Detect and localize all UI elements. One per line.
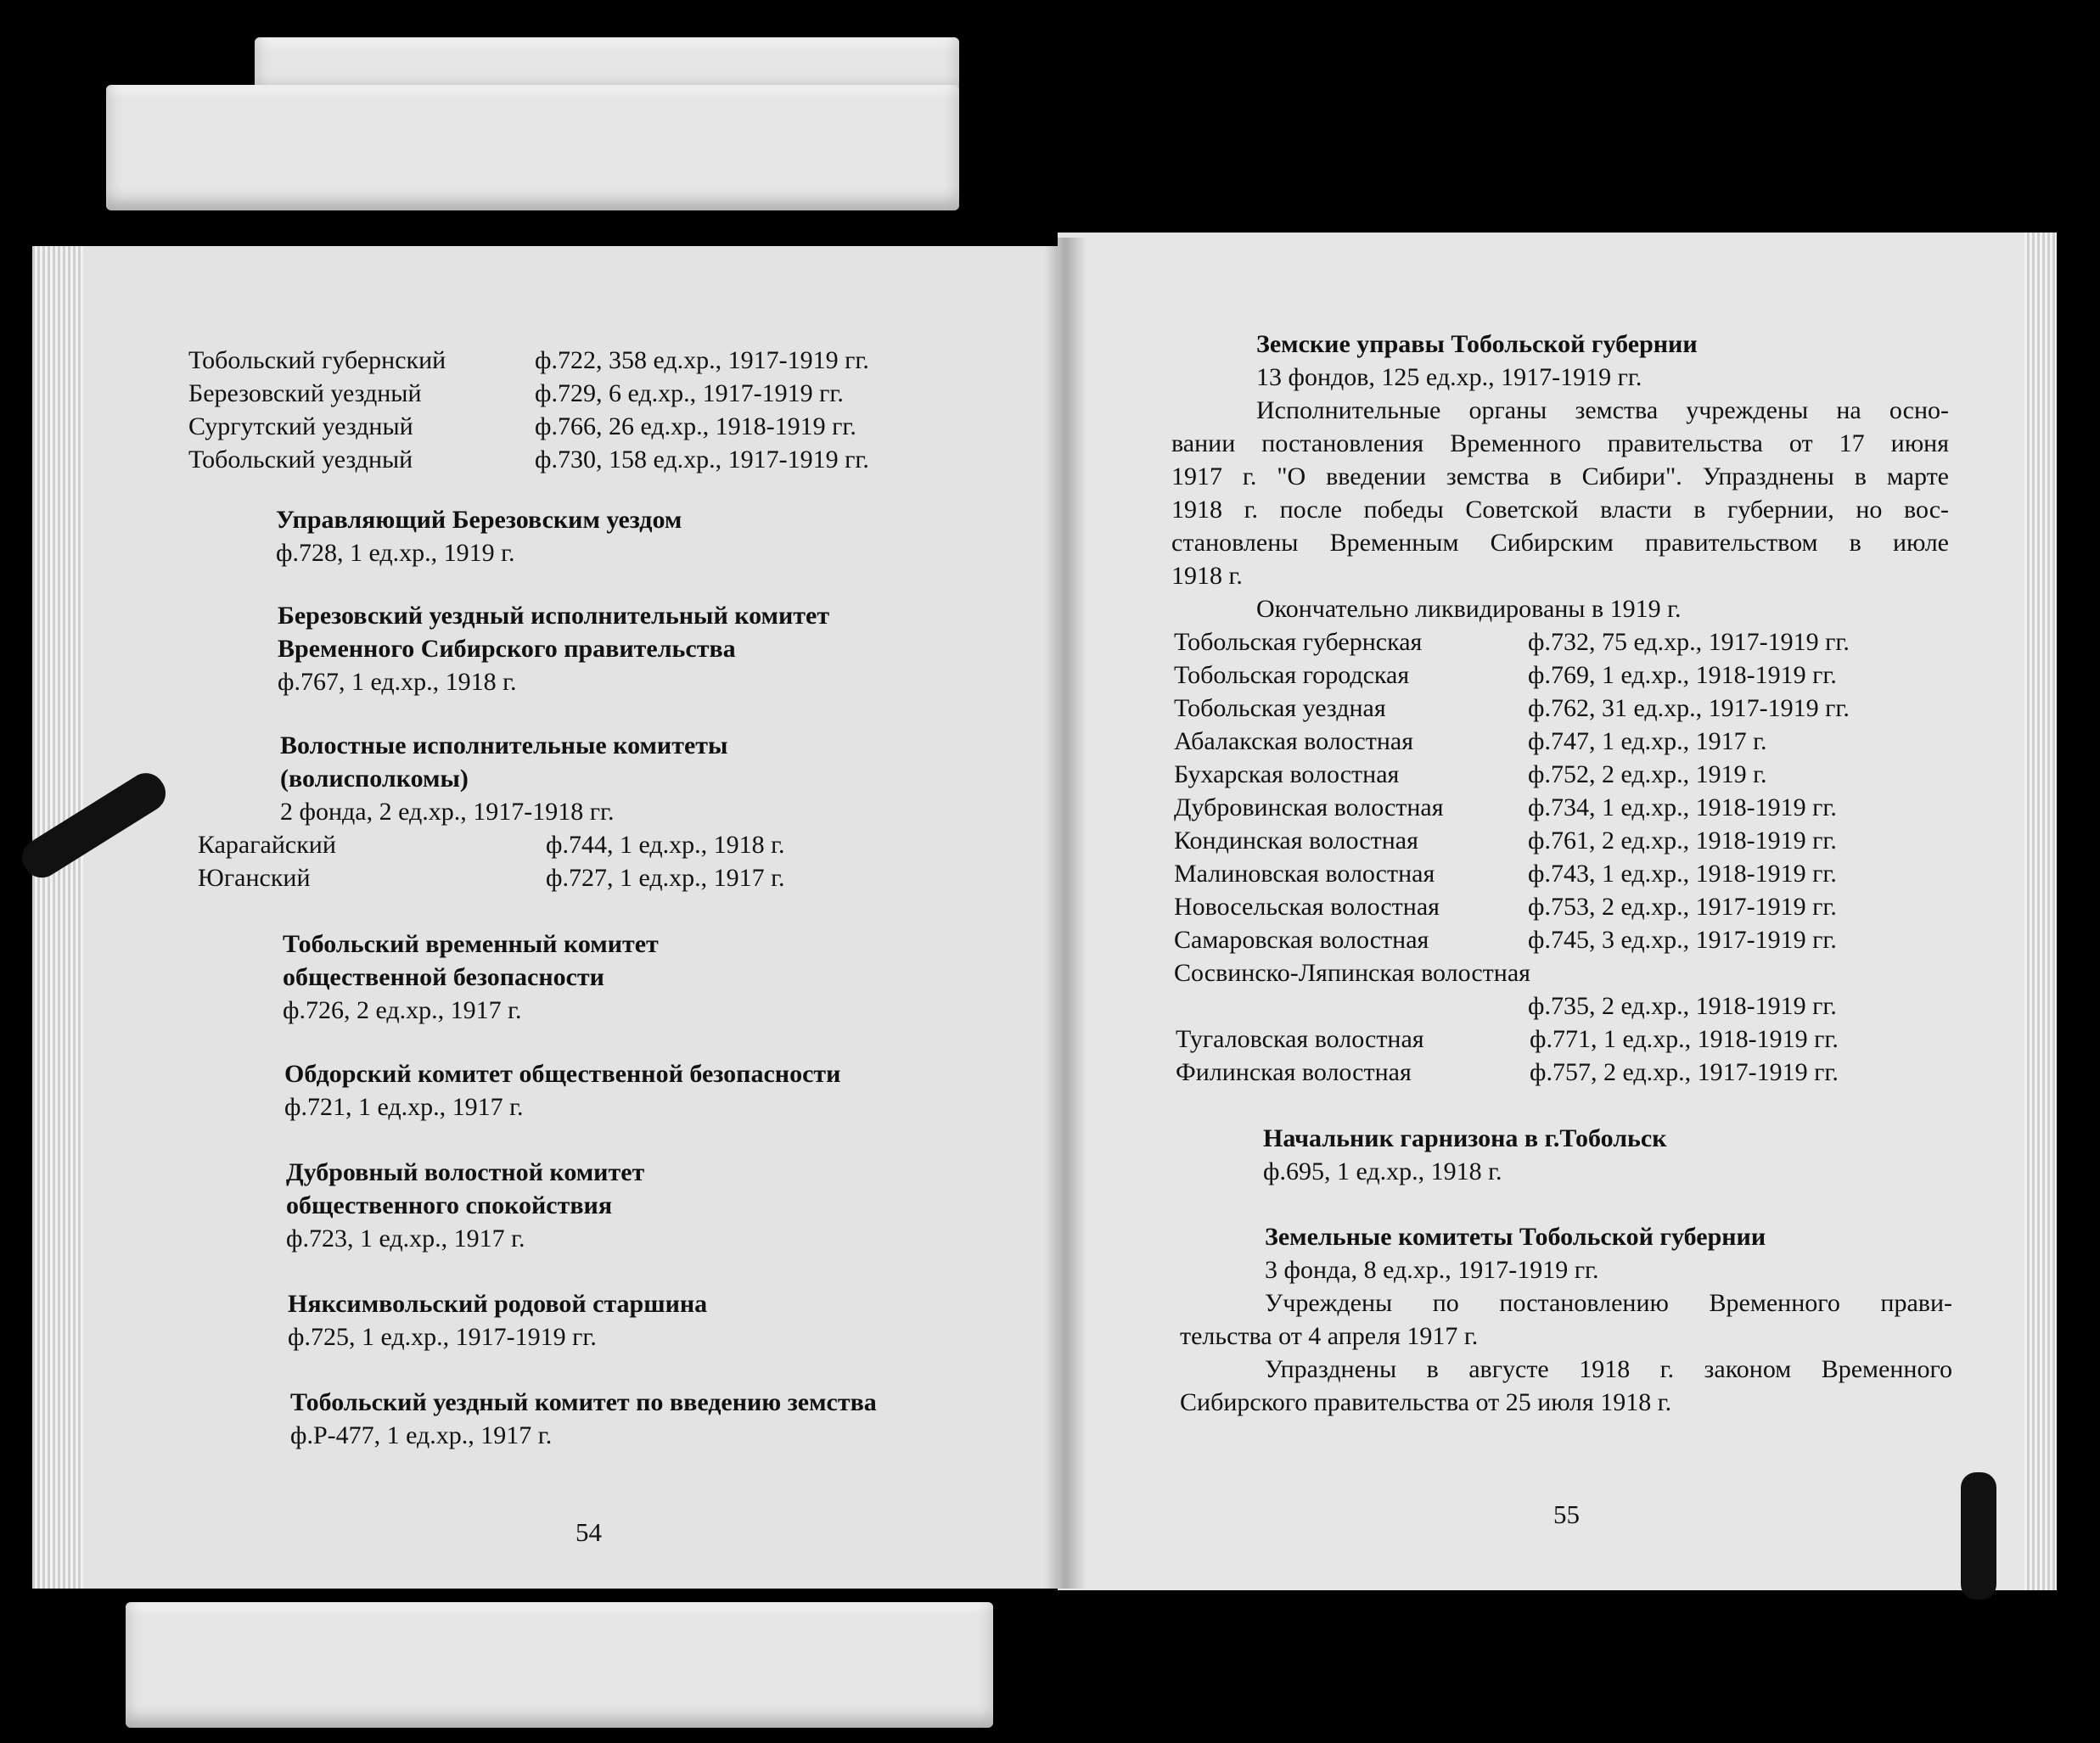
section-ref: 3 фонда, 8 ед.хр., 1917-1919 гг.: [1265, 1256, 1599, 1284]
uprava-name: Тобольская уездная: [1174, 694, 1386, 722]
archive-name: Березовский уездный: [188, 379, 422, 407]
committee-name: Карагайский: [198, 831, 336, 859]
section-title: Земские управы Тобольской губернии: [1256, 330, 1698, 358]
foam-support-bottom: [126, 1602, 993, 1728]
right-page-edges: [2024, 233, 2057, 1590]
archive-ref: ф.722, 358 ед.хр., 1917-1919 гг.: [535, 346, 869, 374]
uprava-name: Новосельская волостная: [1174, 893, 1440, 921]
uprava-ref: ф.761, 2 ед.хр., 1918-1919 гг.: [1528, 827, 1837, 855]
uprava-ref: ф.769, 1 ед.хр., 1918-1919 гг.: [1528, 661, 1837, 689]
section-title: Начальник гарнизона в г.Тобольск: [1263, 1124, 1667, 1152]
left-page-edges: [32, 246, 83, 1589]
archive-ref: ф.766, 26 ед.хр., 1918-1919 гг.: [535, 412, 856, 440]
uprava-ref: ф.735, 2 ед.хр., 1918-1919 гг.: [1528, 992, 1837, 1020]
uprava-name: Тобольская городская: [1174, 661, 1410, 689]
paragraph-line: Учреждены по постановлению Временного прави-: [1265, 1289, 1952, 1317]
uprava-name: Самаровская волостная: [1174, 926, 1429, 954]
section-ref: ф.725, 1 ед.хр., 1917-1919 гг.: [288, 1323, 597, 1351]
section-title: Тобольский временный комитет: [283, 930, 659, 958]
uprava-name: Дубровинская волостная: [1174, 793, 1444, 821]
section-title: Тобольский уездный комитет по введению земства: [290, 1388, 877, 1416]
committee-name: Юганский: [198, 864, 311, 892]
page-number-right: 55: [1553, 1499, 1580, 1529]
archive-ref: ф.729, 6 ед.хр., 1917-1919 гг.: [535, 379, 844, 407]
committee-ref: ф.727, 1 ед.хр., 1917 г.: [546, 864, 785, 892]
book-gutter: [1044, 238, 1086, 1589]
section-ref: 2 фонда, 2 ед.хр., 1917-1918 гг.: [280, 798, 615, 826]
section-title: Управляющий Березовским уездом: [276, 506, 682, 534]
section-ref: ф.767, 1 ед.хр., 1918 г.: [278, 668, 517, 696]
archive-name: Тобольский губернский: [188, 346, 446, 374]
section-title: Няксимвольский родовой старшина: [288, 1290, 708, 1318]
section-title: Дубровный волостной комитет: [286, 1158, 645, 1186]
foam-support-top-front: [106, 85, 959, 210]
archive-ref: ф.730, 158 ед.хр., 1917-1919 гг.: [535, 446, 869, 474]
uprava-name: Тугаловская волостная: [1176, 1025, 1424, 1053]
uprava-name: Сосвинско-Ляпинская волостная: [1174, 959, 1530, 987]
section-title: Обдорский комитет общественной безопасности: [284, 1060, 841, 1088]
paragraph-line: Упразднены в августе 1918 г. законом Временного: [1265, 1355, 1952, 1383]
archive-name: Сургутский уездный: [188, 412, 413, 440]
section-title: Земельные комитеты Тобольской губернии: [1265, 1223, 1766, 1251]
section-title: Волостные исполнительные комитеты: [280, 731, 728, 759]
section-title: общественного спокойствия: [286, 1191, 613, 1219]
section-ref: ф.695, 1 ед.хр., 1918 г.: [1263, 1157, 1502, 1185]
uprava-ref: ф.734, 1 ед.хр., 1918-1919 гг.: [1528, 793, 1837, 821]
paragraph-line: Сибирского правительства от 25 июля 1918 г.: [1180, 1388, 1672, 1416]
section-title: Временного Сибирского правительства: [278, 635, 736, 663]
paragraph-line: вании постановления Временного правительства от 17 июня: [1171, 429, 1949, 457]
uprava-name: Бухарская волостная: [1174, 760, 1400, 788]
section-title: общественной безопасности: [283, 963, 604, 991]
uprava-ref: ф.757, 2 ед.хр., 1917-1919 гг.: [1530, 1058, 1839, 1086]
paragraph-line: Исполнительные органы земства учреждены на осно-: [1256, 396, 1949, 424]
archive-name: Тобольский уездный: [188, 446, 413, 474]
section-ref: ф.721, 1 ед.хр., 1917 г.: [284, 1093, 524, 1121]
uprava-name: Тобольская губернская: [1174, 628, 1423, 656]
uprava-ref: ф.762, 31 ед.хр., 1917-1919 гг.: [1528, 694, 1850, 722]
uprava-ref: ф.771, 1 ед.хр., 1918-1919 гг.: [1530, 1025, 1839, 1053]
uprava-name: Кондинская волостная: [1174, 827, 1418, 855]
section-title: Березовский уездный исполнительный комитет: [278, 602, 830, 630]
uprava-ref: ф.753, 2 ед.хр., 1917-1919 гг.: [1528, 893, 1837, 921]
section-ref: ф.726, 2 ед.хр., 1917 г.: [283, 996, 522, 1024]
uprava-name: Малиновская волостная: [1174, 860, 1435, 888]
uprava-name: Филинская волостная: [1176, 1058, 1412, 1086]
paragraph-line: становлены Временным Сибирским правительством в июле: [1171, 529, 1949, 557]
paragraph-line: тельства от 4 апреля 1917 г.: [1180, 1322, 1479, 1350]
uprava-ref: ф.743, 1 ед.хр., 1918-1919 гг.: [1528, 860, 1837, 888]
paragraph-line: 1917 г. "О введении земства в Сибири". Упразднены в марте: [1171, 462, 1949, 490]
section-ref: ф.723, 1 ед.хр., 1917 г.: [286, 1225, 525, 1253]
paragraph-line: Окончательно ликвидированы в 1919 г.: [1256, 595, 1682, 623]
uprava-ref: ф.747, 1 ед.хр., 1917 г.: [1528, 727, 1767, 755]
uprava-ref: ф.745, 3 ед.хр., 1917-1919 гг.: [1528, 926, 1837, 954]
page-clip-right: [1961, 1472, 1996, 1600]
section-title: (волисполкомы): [280, 765, 469, 793]
section-ref: ф.728, 1 ед.хр., 1919 г.: [276, 539, 515, 567]
section-ref: 13 фондов, 125 ед.хр., 1917-1919 гг.: [1256, 363, 1642, 391]
paragraph-line: 1918 г. после победы Советской власти в губернии, но вос-: [1171, 496, 1949, 524]
paragraph-line: 1918 г.: [1171, 562, 1243, 590]
uprava-ref: ф.732, 75 ед.хр., 1917-1919 гг.: [1528, 628, 1850, 656]
committee-ref: ф.744, 1 ед.хр., 1918 г.: [546, 831, 785, 859]
page-number-left: 54: [576, 1517, 602, 1547]
section-ref: ф.Р-477, 1 ед.хр., 1917 г.: [290, 1421, 553, 1449]
uprava-ref: ф.752, 2 ед.хр., 1919 г.: [1528, 760, 1767, 788]
uprava-name: Абалакская волостная: [1174, 727, 1414, 755]
